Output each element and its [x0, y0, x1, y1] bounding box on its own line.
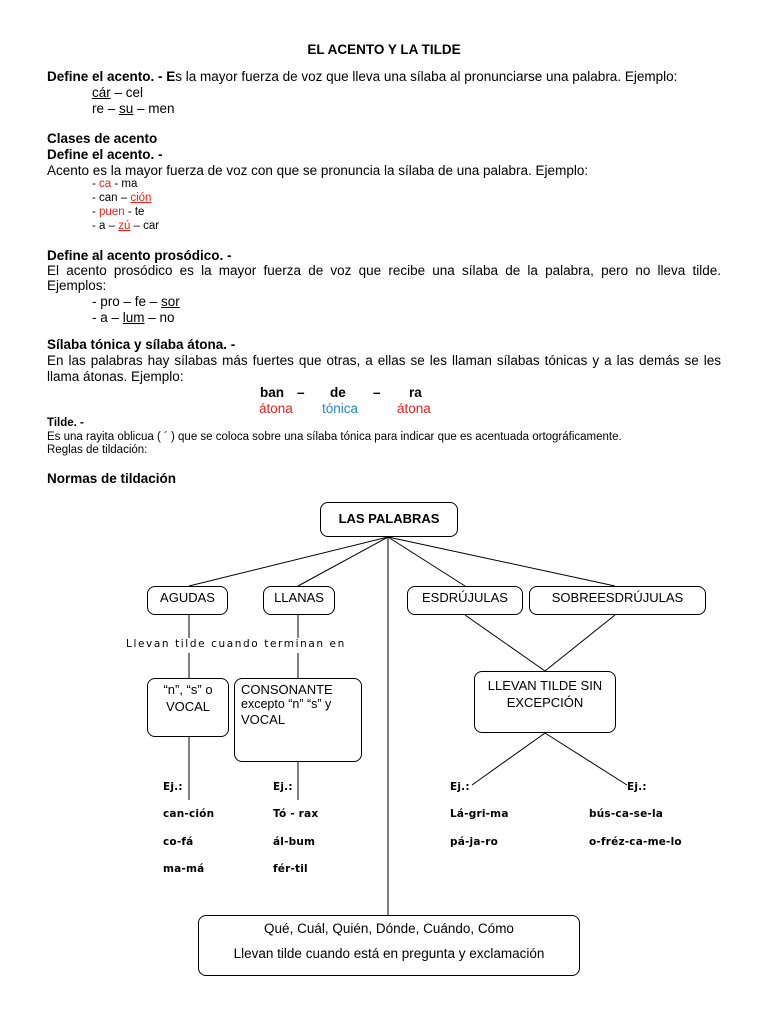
stressed-syllable: sor [161, 294, 180, 309]
example-profesor: - pro – fe – sor [92, 294, 180, 309]
tonica-text-1: En las palabras hay sílabas más fuertes que otras, a ellas se les llaman sílabas tónicas y a las demás se les [47, 353, 721, 368]
prosodico-ejemplos-label: Ejemplos: [47, 278, 107, 293]
list-item: co-fá [163, 836, 194, 848]
category-sobreesdrujulas: SOBREESDRÚJULAS [529, 586, 706, 615]
prosodico-text: El acento prosódico es la mayor fuerza de voz que recibe una sílaba de la palabra, pero no lleva tilde. [47, 263, 721, 278]
list-item: Tó - rax [273, 808, 319, 820]
syllable-ra: ra [409, 385, 422, 400]
list-item: ma-má [163, 863, 205, 875]
excepto-label: excepto “n” “s” y [241, 697, 332, 711]
rule-text-terminan: Llevan tilde cuando terminan en [126, 638, 346, 650]
heading-normas-tildacion: Normas de tildación [47, 471, 177, 486]
example-rest: – cel [110, 85, 144, 100]
ej-label-esdrujulas: Ej.: [450, 781, 470, 793]
stressed-syllable: lum [122, 310, 145, 325]
definition-heading: Define el acento. - E [47, 69, 176, 84]
vocal-label: VOCAL [241, 712, 286, 727]
heading-clases-acento: Clases de acento [47, 131, 158, 146]
consonante-label: CONSONANTE [241, 682, 333, 697]
list-item: - can – ción [92, 192, 152, 204]
page-title: EL ACENTO Y LA TILDE [307, 42, 461, 57]
list-item: o-fréz-ca-me-lo [589, 836, 682, 848]
stressed-syllable: cár [92, 85, 111, 100]
list-item: - a – zú – car [92, 220, 160, 232]
tilde-definition: Es una rayita oblicua ( ´ ) que se coloca sobre una sílaba tónica para indicar que es acentuada ortográficamente. [47, 431, 622, 443]
definition-text: s la mayor fuerza de voz que lleva una sílaba al pronunciarse una palabra. Ejemplo: [175, 69, 678, 84]
label-atona: átona [259, 401, 293, 416]
heading-define-acento: Define el acento. - [47, 147, 163, 162]
box-n-s-vocal [147, 678, 229, 737]
syllable-dash: – [297, 385, 305, 400]
ej-label-agudas: Ej.: [163, 781, 183, 793]
box-consonante [234, 678, 362, 762]
heading-tilde: Tilde. - [47, 417, 84, 429]
category-agudas: AGUDAS [147, 586, 228, 615]
ej-label-llanas: Ej.: [273, 781, 293, 793]
heading-silaba-tonica: Sílaba tónica y sílaba átona. - [47, 337, 236, 352]
list-item: can-ción [163, 808, 215, 820]
box-interrogativos [198, 915, 580, 976]
box-n-s-label: “n”, “s” o [163, 682, 213, 697]
list-item: Lá-gri-ma [450, 808, 509, 820]
list-item: ál-bum [273, 836, 316, 848]
list-item: fér-til [273, 863, 308, 875]
tonica-text-2: llama átonas. Ejemplo: [47, 369, 184, 384]
example-pre: re – [92, 101, 120, 116]
category-llanas: LLANAS [263, 586, 335, 615]
acento-definition-text: Acento es la mayor fuerza de voz con que se pronuncia la sílaba de una palabra. Ejemplo: [47, 163, 589, 178]
label-tonica: tónica [322, 401, 359, 416]
example-post: – men [133, 101, 175, 116]
box-sin-excepcion [474, 671, 616, 733]
box-vocal-label: VOCAL [165, 699, 211, 714]
list-item: bús-ca-se-la [589, 808, 664, 820]
example-alumno: - a – lum – no [92, 310, 175, 325]
list-item: - puen - te [92, 206, 145, 218]
syllable-dash: – [373, 385, 381, 400]
label-atona: átona [397, 401, 431, 416]
ej-label-sobreesdrujulas: Ej.: [627, 781, 647, 793]
category-esdrujulas: ESDRÚJULAS [407, 586, 523, 615]
syllable-de: de [330, 385, 346, 400]
stressed-syllable: su [119, 101, 134, 116]
root-box-las-palabras: LAS PALABRAS [320, 502, 458, 537]
sin-excepcion-line1: LLEVAN TILDE SIN [487, 678, 603, 693]
heading-acento-prosodico: Define al acento prosódico. - [47, 248, 232, 263]
sin-excepcion-line2: EXCEPCIÓN [506, 695, 584, 710]
list-item: - ca - ma [92, 178, 138, 190]
reglas-label: Reglas de tildación: [47, 444, 148, 456]
interrogativos-list: Qué, Cuál, Quién, Dónde, Cuándo, Cómo [264, 921, 514, 936]
interrogativos-rule: Llevan tilde cuando está en pregunta y exclamación [233, 946, 545, 961]
list-item: pá-ja-ro [450, 836, 498, 848]
syllable-ban: ban [260, 385, 285, 400]
